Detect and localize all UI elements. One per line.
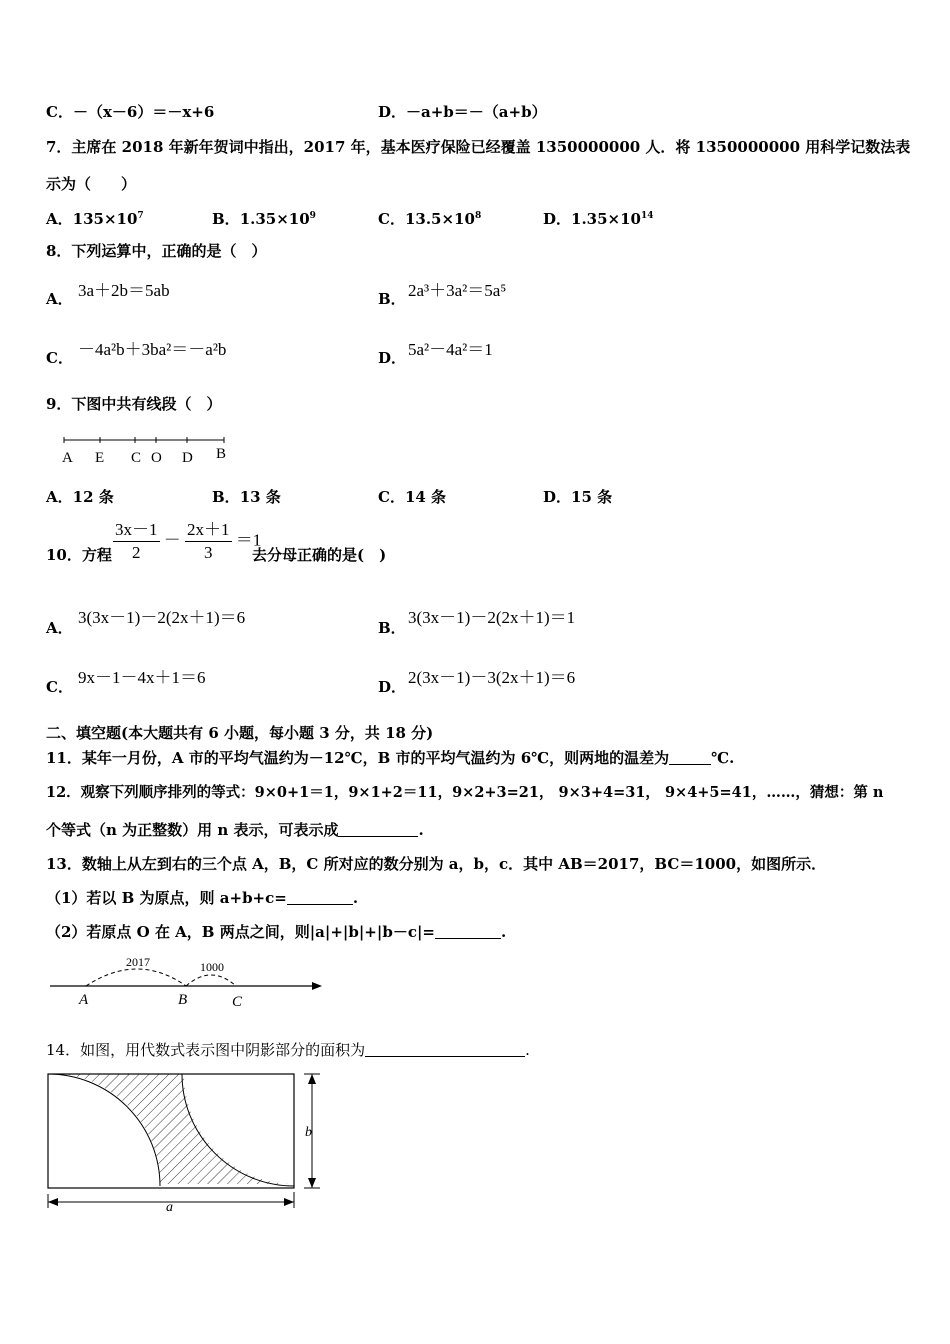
q10-option-a-expr: 3(3x－1)－2(2x＋1)＝6 [78,608,246,627]
q8-option-c-label: C． [46,349,73,367]
q13-stem: 13．数轴上从左到右的三个点 A，B，C 所对应的数分别为 a，b，c．其中 AB＝2017，BC＝1000，如图所示． [46,855,827,873]
q9-option-d: D．15 条 [543,488,613,506]
shaded-region [64,1074,294,1184]
q9-stem: 9．下图中共有线段（ ） [46,395,222,413]
q12-stem-line1: 12．观察下列顺序排列的等式：9×0+1＝1，9×1+2＝11，9×2+3=21， 9×3+4=31， 9×4+5=41，……，猜想：第 n [46,784,884,801]
q7-stem-line2: 示为（ ） [46,175,137,193]
q7-option-b: B．$1.35\times 10^9$ [212,210,316,228]
q10-option-b-label: B． [378,619,406,637]
q11-answer-blank[interactable] [669,764,711,765]
point-label-b: B [216,446,227,462]
q12-stem-line2: 个等式（n 为正整数）用 n 表示，可表示成 . [46,821,424,839]
q8-option-b-label: B． [378,290,406,308]
q7-option-c: C．$13.5\times 10^8$ [378,210,482,228]
point-label-a: A [62,450,73,466]
q11-stem: 11．某年一月份，A 市的平均气温约为－12℃，B 市的平均气温约为 6℃，则两地的温差为 ℃. [46,749,735,767]
q6-option-d [378,102,547,122]
option-text: －a+b＝－（a+b） [406,103,547,121]
q10-prefix: 10．方程 [46,546,112,564]
q14-answer-blank[interactable] [365,1056,525,1057]
point-label-d: D [182,450,193,466]
arrow-up-icon [308,1074,316,1084]
q9-option-c: C．14 条 [378,488,447,506]
q10-option-a-label: A． [46,619,73,637]
point-label-e: E [95,450,105,466]
q6-option-c [46,102,214,122]
q9-option-a: A．12 条 [46,488,114,506]
q10-option-b-expr: 3(3x－1)－2(2x＋1)＝1 [408,608,576,627]
q8-stem: 8．下列运算中，正确的是（ ） [46,242,267,260]
q9-segment-diagram [60,434,235,468]
q8-option-d-label: D． [378,349,407,367]
fraction-2: $\frac{2x+1}{3}$ [187,520,230,562]
q7-option-a: A．$135\times 10^7$ [46,210,144,228]
q8-option-d-expr: 5a²－4a²＝1 [408,340,493,359]
q7-option-d: D．$1.35\times 10^{14}$ [543,210,654,228]
arc-ab [86,969,186,986]
q10-suffix: 去分母正确的是( ) [252,546,387,564]
arc-bc [186,975,236,986]
option-label: C． [46,103,73,121]
q10-equation: $\frac{3x-1}{2}$ － $\frac{2x+1}{3}$ ＝1 [115,520,262,562]
q13-sub1-answer-blank[interactable] [287,904,353,905]
option-label: D． [378,103,407,121]
q14-stem: 14．如图，用代数式表示图中阴影部分的面积为 . [46,1041,530,1059]
q13-sub2: （2）若原点 O 在 A，B 两点之间，则|a|+|b|+|b－c|= . [46,923,507,941]
point-label-a: A [79,992,89,1008]
q8-option-c-expr: －4a²b＋3ba²＝－a²b [78,340,227,359]
q10-option-d-expr: 2(3x－1)－3(2x＋1)＝6 [408,668,576,687]
q13-sub2-answer-blank[interactable] [435,938,501,939]
q9-option-b: B．13 条 [212,488,281,506]
label-bc-distance: 1000 [200,960,224,974]
q8-option-b-expr: 2a³＋3a²＝5a⁵ [408,281,507,300]
point-label-c: C [232,994,243,1010]
q7-stem-line1: 7．主席在 2018 年新年贺词中指出，2017 年，基本医疗保险已经覆盖 1350000000 人．将 1350000000 用科学记数法表 [46,138,911,156]
point-label-o: O [151,450,162,466]
q13-sub1: （1）若以 B 为原点，则 a+b+c= . [46,889,359,907]
point-label-b: B [178,992,188,1008]
arrow-right-icon [284,1198,294,1206]
point-label-c: C [131,450,142,466]
section-2-heading: 二、填空题(本大题共有 6 小题，每小题 3 分，共 18 分) [46,724,434,742]
q13-number-line-diagram [46,950,326,1012]
label-a: a [166,1200,173,1215]
q10-option-d-label: D． [378,678,407,696]
label-b: b [305,1125,312,1140]
arrow-left-icon [48,1198,58,1206]
q8-option-a-expr: 3a＋2b＝5ab [78,281,170,300]
q8-option-a-label: A． [46,290,73,308]
label-ab-distance: 2017 [126,955,150,969]
q10-option-c-label: C． [46,678,73,696]
fraction-1: $\frac{3x-1}{2}$ [115,520,158,562]
number-line-arrow-icon [312,982,322,990]
q10-option-c-expr: 9x－1－4x＋1＝6 [78,668,206,687]
option-text: －（x－6）＝－x+6 [72,103,215,121]
arrow-down-icon [308,1178,316,1188]
q14-shaded-area-diagram [44,1070,334,1215]
q12-answer-blank[interactable] [338,836,418,837]
